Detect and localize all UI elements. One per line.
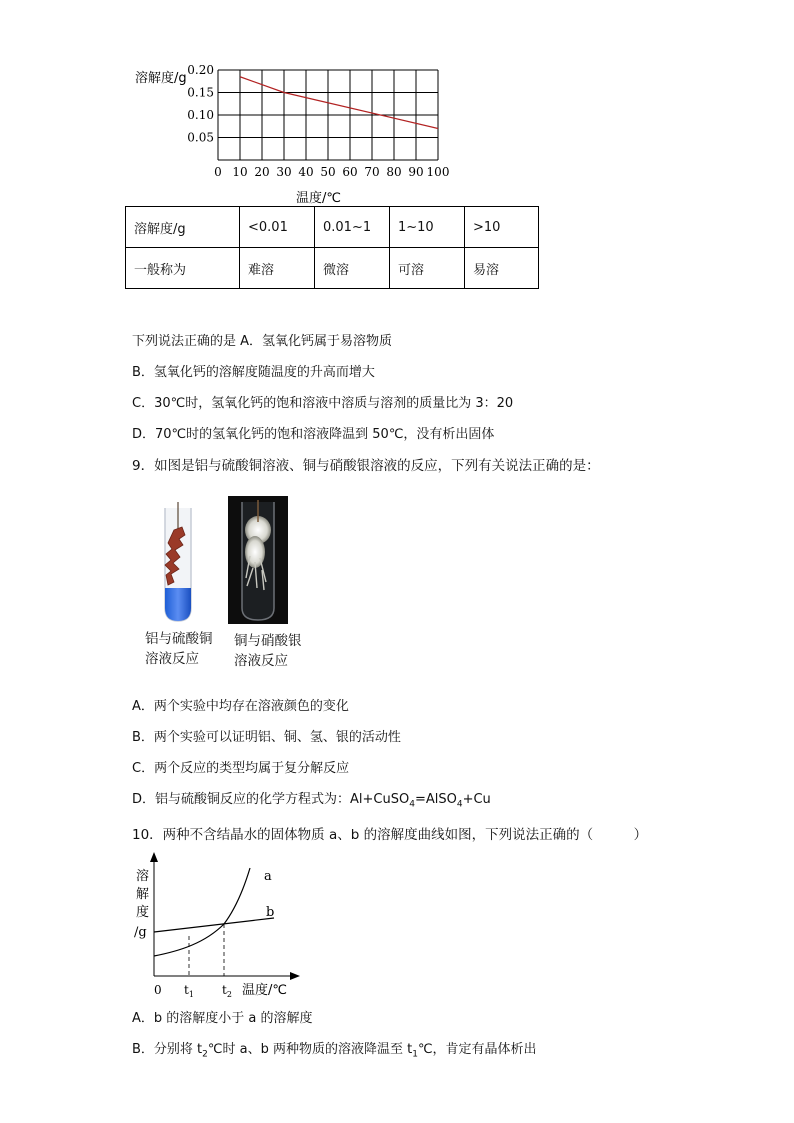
table-cell: 可溶 [390,248,465,289]
q9-d-sub: 4 [456,799,463,810]
q10-b-text: B．分别将 t [132,1042,203,1057]
q8-stem-option-a: 下列说法正确的是 A．氢氧化钙属于易溶物质 [132,334,393,349]
q9-stem: 9．如图是铝与硫酸铜溶液、铜与硝酸银溶液的反应，下列有关说法正确的是： [132,458,600,474]
chart1-x-tick-label: 90 [408,165,424,179]
chart2-y-arrow [150,852,158,862]
table-row [126,207,539,248]
table-cell: 0.01~1 [315,207,390,248]
q10-b-text: ℃，肯定有晶体析出 [417,1042,537,1057]
chart1-x-tick-label: 10 [232,165,248,179]
chart1-ylabel: 溶解度/g [135,71,187,86]
chart2-t2-main: t [222,983,227,997]
table-cell: 难溶 [240,248,315,289]
q10-b-text: ℃时 a、b 两种物质的溶液降温至 t [207,1042,413,1057]
chart1-y-ticks [187,63,214,145]
table-row [126,248,539,289]
chart2-curve-a [154,868,250,956]
chart1-x-tick-label: 70 [364,165,380,179]
solubility-chart-2 [130,848,310,1003]
q8-option-d: D．70℃时的氢氧化钙的饱和溶液降温到 50℃，没有析出固体 [132,427,495,442]
q9-d-text: D．铝与硫酸铜反应的化学方程式为：Al+CuSO [132,792,410,807]
q9-option-a: A．两个实验中均存在溶液颜色的变化 [132,699,349,714]
chart1-x-tick-label: 50 [320,165,336,179]
chart2-ylabel-char: 度 [136,905,150,920]
chart2-ylabel-char: 解 [136,887,150,902]
chart1-grid [218,70,438,160]
table-cell: <0.01 [240,207,315,248]
chart2-origin: 0 [154,983,162,997]
q10-option-b [132,1038,537,1060]
q9-option-b: B．两个实验可以证明铝、铜、氢、银的活动性 [132,730,401,745]
chart2-t1 [184,983,194,999]
chart1-y-tick-label: 0.15 [187,85,214,100]
q10-stem: 10．两种不含结晶水的固体物质 a、b 的溶解度曲线如图，下列说法正确的（ ） [132,827,648,843]
chart1-x-tick-label: 100 [426,165,450,179]
chart1-x-tick-label: 0 [214,165,222,179]
chart1-xlabel: 温度/℃ [296,191,341,206]
chart1-series-line [240,77,438,129]
caption-cu-agno3 [234,631,302,671]
chart2-t2 [222,983,232,999]
chart2-t2-sub: 2 [226,990,232,999]
q9-option-d [132,788,491,810]
chart2-ylabel-char: /g [134,925,147,940]
test-tube-al-cuso4-image [160,500,196,625]
chart2-label-b: b [266,905,275,920]
chart1-x-tick-label: 30 [276,165,292,179]
chart2-xlabel: 温度/℃ [242,983,287,998]
q9-d-sub: 4 [409,799,415,810]
q10-b-sub: 1 [412,1049,418,1060]
chart2-line-b [154,918,274,932]
q10-option-a: A．b 的溶解度小于 a 的溶解度 [132,1011,313,1026]
chart2-label-a: a [264,869,272,884]
table-cell: 一般称为 [126,248,240,289]
table-cell: 易溶 [465,248,539,289]
table-cell: 微溶 [315,248,390,289]
test-tube-cu-agno3-image [228,496,288,624]
table-cell: 1~10 [390,207,465,248]
caption-line: 溶液反应 [145,651,199,667]
solubility-table [125,206,539,289]
chart1-x-tick-label: 40 [298,165,314,179]
chart1-x-ticks [214,165,449,179]
chart1-x-tick-label: 60 [342,165,358,179]
chart2-ylabel [134,868,149,940]
chart1-y-tick-label: 0.05 [187,130,214,145]
table-cell: 溶解度/g [126,207,240,248]
chart1-x-tick-label: 20 [254,165,270,179]
chart2-t1-main: t [184,983,189,997]
chart2-ylabel-char: 溶 [136,869,150,884]
q8-option-b: B．氢氧化钙的溶解度随温度的升高而增大 [132,365,375,380]
caption-line: 铜与硝酸银 [234,633,302,649]
q9-d-text: +Cu [462,792,491,807]
chart1-y-tick-label: 0.20 [187,63,214,77]
caption-line: 铝与硫酸铜 [145,631,213,647]
caption-line: 溶液反应 [234,653,288,669]
solubility-chart-1 [130,60,470,210]
chart1-x-tick-label: 80 [386,165,402,179]
q8-option-c: C．30℃时，氢氧化钙的饱和溶液中溶质与溶剂的质量比为 3：20 [132,396,514,411]
chart2-t1-sub: 1 [188,990,194,999]
q9-option-c: C．两个反应的类型均属于复分解反应 [132,761,350,776]
q9-d-text: =AlSO [414,792,457,807]
chart2-x-arrow [290,972,300,980]
chart1-y-tick-label: 0.10 [187,108,214,122]
q10-b-sub: 2 [202,1049,208,1060]
caption-al-cuso4 [145,629,213,669]
table-cell: >10 [465,207,539,248]
